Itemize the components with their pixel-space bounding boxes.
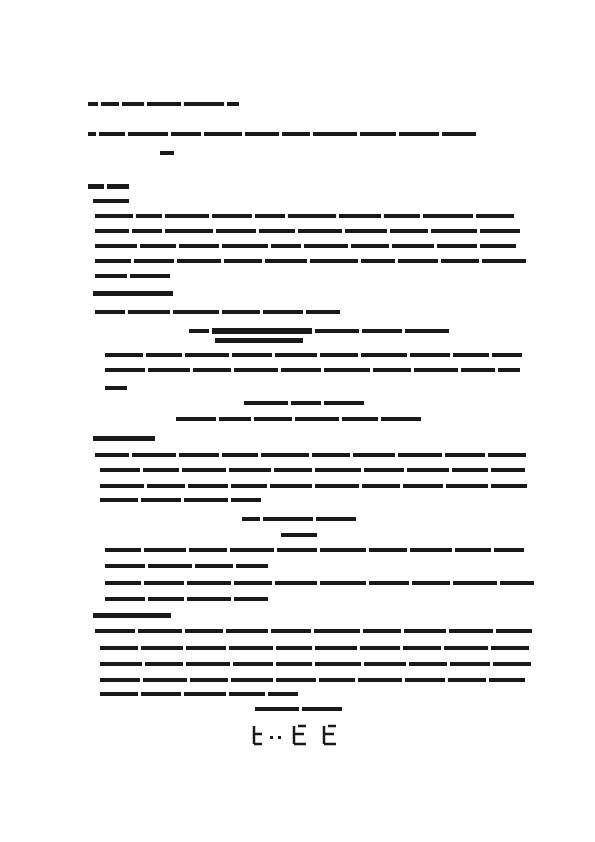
body-line [100, 645, 532, 650]
body-line [105, 563, 271, 568]
body-line [95, 213, 517, 218]
body-line [105, 385, 130, 390]
body-line [105, 596, 271, 601]
body-line [100, 661, 534, 666]
section-heading [93, 436, 158, 441]
body-line [95, 258, 529, 263]
body-line [105, 580, 537, 585]
body-line [95, 309, 343, 314]
body-line [95, 273, 173, 278]
body-line [100, 467, 528, 472]
body-line [100, 691, 301, 696]
body-line [100, 677, 528, 682]
section-heading [88, 184, 132, 189]
intro-line [88, 131, 479, 136]
section-heading [93, 613, 174, 618]
equation-line [230, 400, 380, 405]
document-title [88, 101, 242, 106]
intro-line [160, 150, 177, 155]
equation-line [215, 516, 385, 521]
body-line [105, 547, 527, 552]
formula-glyphs [250, 722, 360, 748]
equation-line [230, 706, 370, 711]
equation-line [210, 338, 310, 343]
body-line [95, 452, 529, 457]
body-line [105, 352, 525, 357]
body-line [105, 367, 523, 372]
equation-line [165, 416, 435, 421]
body-line [95, 243, 519, 248]
body-line [100, 483, 530, 488]
section-heading [93, 291, 176, 296]
subsection-heading [93, 198, 132, 203]
equation-line [270, 532, 330, 537]
equation-line [170, 328, 470, 333]
body-line [95, 228, 523, 233]
body-line [95, 628, 535, 633]
body-line [100, 497, 264, 502]
